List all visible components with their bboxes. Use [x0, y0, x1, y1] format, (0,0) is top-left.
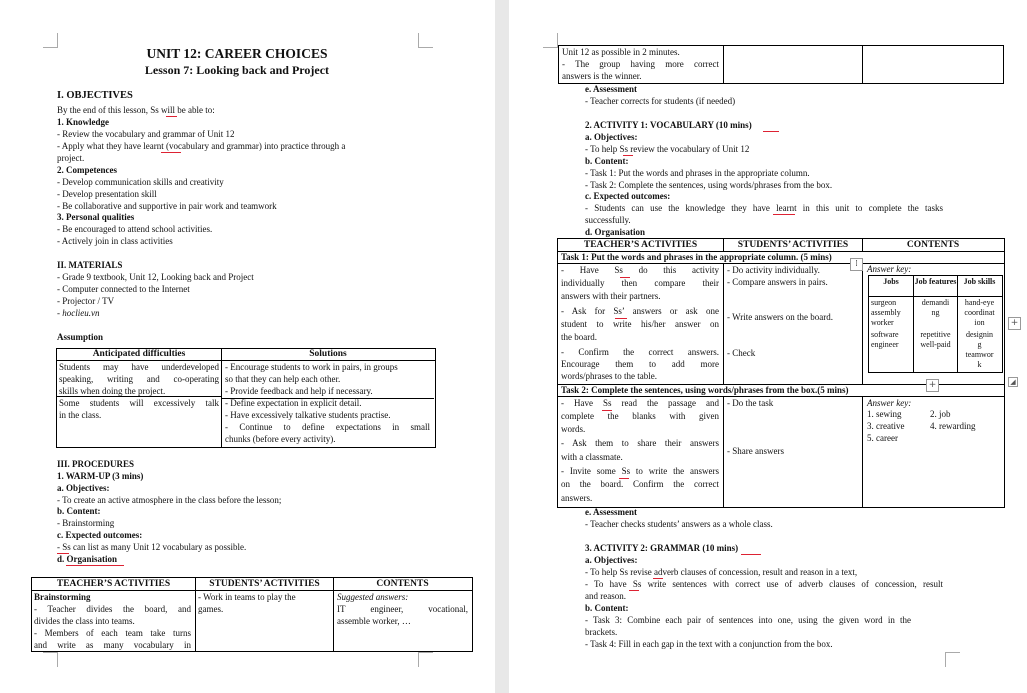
continuation-line: Unit 12 as possible in 2 minutes. — [562, 47, 680, 57]
spellcheck-underline — [620, 277, 630, 278]
assessment-label: e. Assessment — [585, 507, 637, 517]
task1-teacher-line: Encourage them to add more — [561, 359, 719, 369]
spellcheck-underline — [653, 578, 663, 579]
warmup-teacher-line: - Members of each team take turns — [34, 628, 191, 638]
materials-item: - hoclieu.vn — [57, 308, 100, 318]
task2-teacher-line: - Ask them to share their answers — [561, 438, 719, 448]
warmup-header-teacher: TEACHER’S ACTIVITIES — [56, 579, 171, 589]
difficulty-line: in the class. — [59, 410, 102, 420]
activity1-content: - Task 2: Complete the sentences, using words/phrases from the box. — [585, 180, 833, 190]
warmup-expected-label: c. Expected outcomes: — [57, 530, 143, 540]
materials-item: - Projector / TV — [57, 296, 115, 306]
task1-teacher-line: - Confirm the correct answers. — [561, 347, 719, 357]
warmup-content: - Brainstorming — [57, 518, 115, 528]
table-rule — [32, 590, 472, 591]
activity1-expected: - Students can use the knowledge they have learnt in this unit to complete the tasks — [585, 203, 943, 213]
task2-teacher-line: words. — [561, 424, 586, 434]
task2-answer: 4. rewarding — [930, 421, 976, 431]
materials-item: - Grade 9 textbook, Unit 12, Looking back and Project — [57, 272, 254, 282]
task1-title: Task 1: Put the words and phrases in the appropriate column. (5 mins) — [561, 252, 832, 262]
table-move-handle-icon[interactable]: ⁞ — [850, 258, 863, 271]
table-rule — [913, 276, 914, 372]
spellcheck-underline — [619, 478, 629, 479]
activity1-content: - Task 1: Put the words and phrases in the appropriate column. — [585, 168, 810, 178]
activity1-objectives-label: a. Objectives: — [585, 132, 638, 142]
inner-skill: teamwor — [965, 350, 994, 359]
materials-heading: II. MATERIALS — [57, 260, 123, 270]
task1-teacher-line: - Have Ss do this activity — [561, 265, 719, 275]
activity1-header-students: STUDENTS’ ACTIVITIES — [737, 240, 849, 250]
activity2-objective: and reason. — [585, 591, 626, 601]
solution-line: - Define expectation in explicit detail. — [225, 398, 362, 408]
task2-teacher-line: answers. — [561, 493, 593, 503]
activity1-expected: successfully. — [585, 215, 631, 225]
table-rule — [862, 264, 863, 384]
knowledge-heading: 1. Knowledge — [57, 117, 110, 127]
warmup-contents-line: IT engineer, vocational, — [337, 604, 468, 614]
assumption-header-difficulties: Anticipated difficulties — [92, 349, 186, 359]
activity1-heading: 2. ACTIVITY 1: VOCABULARY (10 mins) — [585, 120, 752, 130]
table-rule — [869, 296, 1002, 297]
activity1-header-contents: CONTENTS — [906, 240, 960, 250]
page-title: UNIT 12: CAREER CHOICES — [146, 46, 328, 61]
task2-teacher-line: complete the blanks with given — [561, 411, 719, 421]
activity1-organisation-label: d. Organisation — [585, 227, 646, 237]
materials-item: - Computer connected to the Internet — [57, 284, 190, 294]
document-page-left — [0, 0, 495, 693]
task2-teacher-line: with a classmate. — [561, 452, 623, 462]
continuation-line: answers is the winner. — [562, 71, 642, 81]
warmup-header-contents: CONTENTS — [376, 579, 429, 589]
assumption-heading: Assumption — [57, 332, 104, 342]
warmup-heading: 1. WARM-UP (3 mins) — [57, 471, 144, 481]
spellcheck-underline — [161, 152, 181, 153]
page-subtitle: Lesson 7: Looking back and Project — [144, 63, 330, 77]
inner-skill: designin — [965, 330, 994, 339]
inner-job: engineer — [871, 340, 899, 349]
inner-job: surgeon — [871, 298, 897, 307]
objectives-intro: By the end of this lesson, Ss will be able to: — [57, 105, 215, 115]
warmup-teacher-line: Brainstorming — [34, 592, 91, 602]
task2-teacher-line: - Have Ss read the passage and — [561, 398, 719, 408]
document-page-right — [509, 0, 1027, 693]
continuation-line: - The group having more correct — [562, 59, 719, 69]
activity2-content: - Task 4: Fill in each gap in the text with a conjunction from the box. — [585, 639, 833, 649]
procedures-heading: III. PROCEDURES — [57, 459, 135, 469]
inner-skill: ion — [974, 318, 985, 327]
task2-title: Task 2: Complete the sentences, using words/phrases from the box.(5 mins) — [561, 385, 849, 395]
table-rule — [723, 264, 724, 384]
task1-students-line: - Do activity individually. — [727, 265, 820, 275]
warmup-contents-line: assemble worker, … — [337, 616, 411, 626]
table-resize-handle-icon[interactable]: ◢ — [1008, 377, 1018, 387]
spellcheck-underline — [615, 318, 627, 319]
task2-students-line: - Share answers — [727, 446, 784, 456]
task1-students-line: - Write answers on the board. — [727, 312, 833, 322]
spellcheck-underline — [773, 214, 795, 215]
spellcheck-underline — [166, 116, 177, 117]
task2-answer-key-label: Answer key: — [867, 398, 912, 408]
inner-skill: hand-eye — [964, 298, 995, 307]
warmup-teacher-line: and write as many vocabulary in — [34, 640, 191, 650]
warmup-objective: - To create an active atmosphere in the class before the lesson; — [57, 495, 282, 505]
spellcheck-underline — [763, 131, 779, 132]
task1-teacher-line: answers with their partners. — [561, 291, 661, 301]
warmup-contents-line: Suggested answers: — [337, 592, 409, 602]
crop-mark — [543, 33, 558, 48]
activity2-objectives-label: a. Objectives: — [585, 555, 638, 565]
activity1-content-label: b. Content: — [585, 156, 629, 166]
warmup-teacher-line: divides the class into teams. — [34, 616, 135, 626]
assessment-text: - Teacher corrects for students (if needed) — [585, 96, 736, 106]
table-rule — [723, 397, 724, 507]
task2-teacher-line: - Invite some Ss to write the answers — [561, 466, 719, 476]
task2-answer: 5. career — [867, 433, 898, 443]
warmup-expected: - Ss can list as many Unit 12 vocabulary as possible. — [57, 542, 247, 552]
task2-students-line: - Do the task — [727, 398, 774, 408]
difficulty-line: skills when doing the project. — [59, 386, 166, 396]
table-rule — [723, 46, 724, 83]
spellcheck-underline — [623, 155, 633, 156]
assessment-text: - Teacher checks students’ answers as a whole class. — [585, 519, 773, 529]
activity2-content-label: b. Content: — [585, 603, 629, 613]
assessment-label: e. Assessment — [585, 84, 637, 94]
inner-header-features: Job features — [914, 277, 957, 286]
task1-teacher-line: student to write his/her answer on — [561, 319, 719, 329]
difficulty-line: Some students will excessively talk — [59, 398, 219, 408]
activity2-objective: - To have Ss write sentences with correct use of adverb clauses of concession, result — [585, 579, 943, 589]
task2-teacher-line: on the board. Confirm the correct — [561, 479, 719, 489]
task1-teacher-line: individually then compare their — [561, 278, 719, 288]
difficulty-line: speaking, writing and co-operating — [59, 374, 219, 384]
task1-teacher-line: - Ask for Ss’ answers or ask one — [561, 306, 719, 316]
crop-mark — [945, 652, 960, 667]
spellcheck-underline — [66, 565, 124, 566]
personal-item: - Be encouraged to attend school activities. — [57, 224, 213, 234]
solution-line: - Encourage students to work in pairs, in groups — [225, 362, 398, 372]
competences-item: - Be collaborative and supportive in pair work and teamwork — [57, 201, 277, 211]
activity1-expected-label: c. Expected outcomes: — [585, 191, 671, 201]
warmup-students-line: - Work in teams to play the — [198, 592, 296, 602]
warmup-students-line: games. — [198, 604, 224, 614]
crop-mark — [43, 652, 58, 667]
task1-teacher-line: the board. — [561, 332, 597, 342]
activity2-content: - Task 3: Combine each pair of sentences into one, using the given word in the — [585, 615, 911, 625]
knowledge-item: project. — [57, 153, 85, 163]
task2-answer: 1. sewing — [867, 409, 902, 419]
spellcheck-underline — [629, 590, 639, 591]
inner-job: assembly — [871, 308, 901, 317]
inner-feature: well-paid — [920, 340, 951, 349]
task2-answer: 2. job — [930, 409, 951, 419]
inner-feature: ng — [931, 308, 940, 317]
assumption-header-solutions: Solutions — [309, 349, 347, 359]
inner-header-jobs: Jobs — [883, 277, 899, 286]
solution-line: - Continue to define expectations in small — [225, 422, 430, 432]
inner-header-skills: Job skills — [963, 277, 996, 286]
table-rule — [862, 397, 863, 507]
table-rule — [57, 360, 435, 361]
knowledge-item: - Review the vocabulary and grammar of Unit 12 — [57, 129, 235, 139]
warmup-teacher-line: - Teacher divides the board, and — [34, 604, 191, 614]
personal-item: - Actively join in class activities — [57, 236, 173, 246]
inner-skill: g — [977, 340, 982, 349]
task1-students-line: - Check — [727, 348, 756, 358]
solution-line: - Have excessively talkative students practise. — [225, 410, 391, 420]
inner-feature: demandi — [921, 298, 950, 307]
competences-item: - Develop communication skills and creativity — [57, 177, 224, 187]
activity1-header-teacher: TEACHER’S ACTIVITIES — [583, 240, 698, 250]
solution-line: chunks (before every activity). — [225, 434, 336, 444]
inner-skill: coordinat — [964, 308, 995, 317]
inner-feature: repetitive — [920, 330, 951, 339]
table-rule — [862, 46, 863, 83]
competences-heading: 2. Competences — [57, 165, 117, 175]
warmup-header-students: STUDENTS’ ACTIVITIES — [209, 579, 320, 589]
spellcheck-underline — [602, 410, 612, 411]
activity2-objective: - To help Ss revise adverb clauses of concession, result and reason in a text, — [585, 567, 858, 577]
spellcheck-underline — [741, 554, 761, 555]
task1-answer-key-label: Answer key: — [867, 264, 912, 274]
personal-heading: 3. Personal qualities — [57, 212, 135, 222]
spellcheck-underline — [57, 553, 69, 554]
solution-line: - Provide feedback and help if necessary. — [225, 386, 373, 396]
task1-students-line: - Compare answers in pairs. — [727, 277, 828, 287]
solution-line: so that they can help each other. — [225, 374, 341, 384]
add-column-icon[interactable]: + — [1008, 317, 1021, 330]
objectives-heading: I. OBJECTIVES — [57, 90, 133, 101]
warmup-content-label: b. Content: — [57, 506, 101, 516]
warmup-objectives-label: a. Objectives: — [57, 483, 110, 493]
add-row-icon[interactable]: + — [926, 379, 939, 392]
task2-answer: 3. creative — [867, 421, 905, 431]
inner-job: worker — [871, 318, 894, 327]
crop-mark — [418, 652, 433, 667]
activity2-content: brackets. — [585, 627, 618, 637]
knowledge-item: - Apply what they have learnt (vocabulary and grammar) into practice through a — [57, 141, 346, 151]
task1-teacher-line: words/phrases to the table. — [561, 371, 657, 381]
competences-item: - Develop presentation skill — [57, 189, 157, 199]
activity2-heading: 3. ACTIVITY 2: GRAMMAR (10 mins) — [585, 543, 739, 553]
activity1-objective: - To help Ss review the vocabulary of Unit 12 — [585, 144, 750, 154]
warmup-organisation-label: d. Organisation — [57, 554, 118, 564]
inner-job: software — [871, 330, 899, 339]
inner-skill: k — [977, 360, 982, 369]
difficulty-line: Students may have underdeveloped — [59, 362, 219, 372]
